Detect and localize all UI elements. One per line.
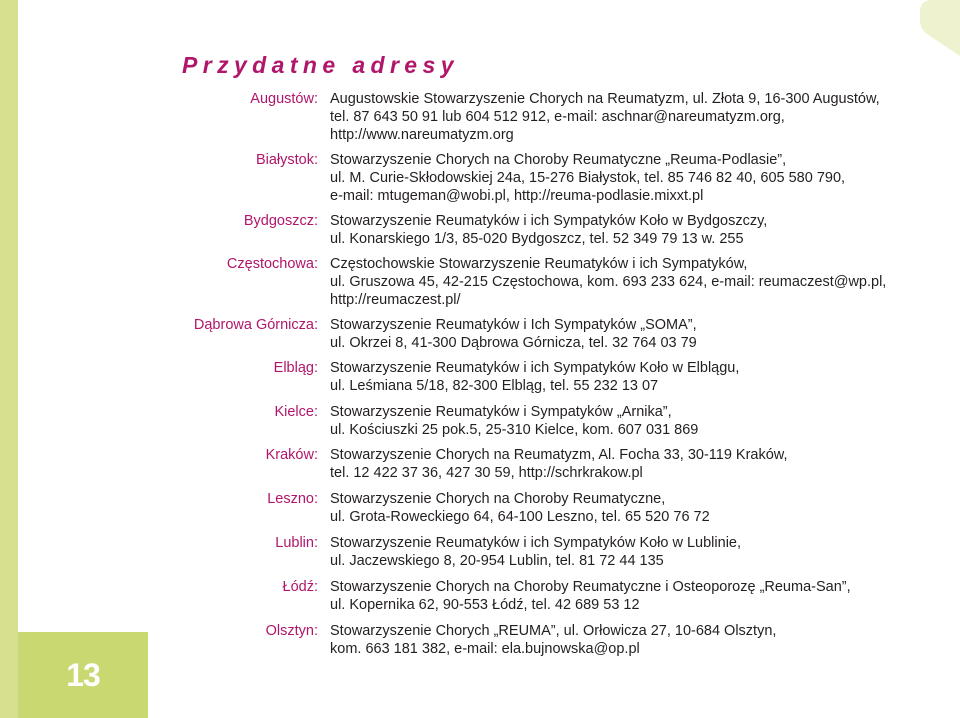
address-line: http://www.nareumatyzm.org <box>330 127 514 143</box>
city-label: Łódź: <box>282 579 318 595</box>
address-lines <box>330 151 845 205</box>
address-line: Stowarzyszenie Chorych na Choroby Reumatyczne „Reuma-Podlasie”, <box>330 152 787 168</box>
address-line: ul. Kopernika 62, 90-553 Łódź, tel. 42 689 53 12 <box>330 597 640 613</box>
address-line: Stowarzyszenie Reumatyków i ich Sympatyków Koło w Elblągu, <box>330 360 740 376</box>
city-label: Częstochowa: <box>226 256 318 272</box>
address-line: Stowarzyszenie Chorych „REUMA”, ul. Orłowicza 27, 10-684 Olsztyn, <box>330 623 777 639</box>
city-label: Bydgoszcz: <box>243 213 318 229</box>
address-line: Stowarzyszenie Reumatyków i Ich Sympatyków „SOMA”, <box>330 317 697 333</box>
city-label: Olsztyn: <box>265 623 318 639</box>
address-line: ul. Konarskiego 1/3, 85-020 Bydgoszcz, tel. 52 349 79 13 w. 255 <box>330 231 744 247</box>
address-line: Stowarzyszenie Reumatyków i ich Sympatyków Koło w Bydgoszczy, <box>330 213 768 229</box>
address-line: Częstochowskie Stowarzyszenie Reumatyków i ich Sympatyków, <box>330 256 748 272</box>
address-line: ul. Grota-Roweckiego 64, 64-100 Leszno, tel. 65 520 76 72 <box>330 509 710 525</box>
address-lines <box>330 90 880 144</box>
address-lines <box>330 578 851 614</box>
city-label: Lublin: <box>275 535 318 551</box>
address-line: Stowarzyszenie Reumatyków i ich Sympatyków Koło w Lublinie, <box>330 535 742 551</box>
address-lines <box>330 446 788 482</box>
address-line: Stowarzyszenie Chorych na Reumatyzm, Al. Focha 33, 30-119 Kraków, <box>330 447 788 463</box>
address-lines <box>330 622 776 658</box>
address-line: e-mail: mtugeman@wobi.pl, http://reuma-podlasie.mixxt.pl <box>330 188 704 204</box>
address-lines <box>330 359 739 395</box>
address-lines <box>330 255 886 309</box>
city-label: Dąbrowa Górnicza: <box>193 317 318 333</box>
page-number-tab <box>18 632 148 718</box>
address-line: tel. 12 422 37 36, 427 30 59, http://schrkrakow.pl <box>330 465 643 481</box>
address-line: Stowarzyszenie Reumatyków i Sympatyków „Arnika”, <box>330 404 672 420</box>
address-line: ul. Gruszowa 45, 42-215 Częstochowa, kom. 693 233 624, e-mail: reumaczest@wp.pl, <box>330 274 887 290</box>
address-line: ul. Okrzei 8, 41-300 Dąbrowa Górnicza, tel. 32 764 03 79 <box>330 335 697 351</box>
address-line: Stowarzyszenie Chorych na Choroby Reumatyczne, <box>330 491 666 507</box>
address-line: http://reumaczest.pl/ <box>330 292 461 308</box>
address-line: Augustowskie Stowarzyszenie Chorych na Reumatyzm, ul. Złota 9, 16-300 Augustów, <box>330 91 880 107</box>
address-line: ul. Jaczewskiego 8, 20-954 Lublin, tel. 81 72 44 135 <box>330 553 664 569</box>
city-label: Leszno: <box>267 491 318 507</box>
address-lines <box>330 403 698 439</box>
address-lines <box>330 534 741 570</box>
address-line: kom. 663 181 382, e-mail: ela.bujnowska@op.pl <box>330 641 640 657</box>
address-line: tel. 87 643 50 91 lub 604 512 912, e-mail: aschnar@nareumatyzm.org, <box>330 109 785 125</box>
page-title: Przydatne adresy <box>182 52 459 78</box>
address-line: ul. M. Curie-Skłodowskiej 24a, 15-276 Białystok, tel. 85 746 82 40, 605 580 790, <box>330 170 846 186</box>
city-label: Augustów: <box>250 91 318 107</box>
address-line: ul. Kościuszki 25 pok.5, 25-310 Kielce, kom. 607 031 869 <box>330 422 699 438</box>
address-lines <box>330 490 710 526</box>
city-label: Kraków: <box>265 447 318 463</box>
city-label: Białystok: <box>255 152 318 168</box>
city-label: Elbląg: <box>273 360 318 376</box>
address-lines <box>330 316 697 352</box>
page-number: 13 <box>66 656 100 693</box>
city-label: Kielce: <box>274 404 318 420</box>
address-line: ul. Leśmiana 5/18, 82-300 Elbląg, tel. 55 232 13 07 <box>330 378 659 394</box>
address-line: Stowarzyszenie Chorych na Choroby Reumatyczne i Osteoporozę „Reuma-San”, <box>330 579 851 595</box>
address-lines <box>330 212 767 248</box>
